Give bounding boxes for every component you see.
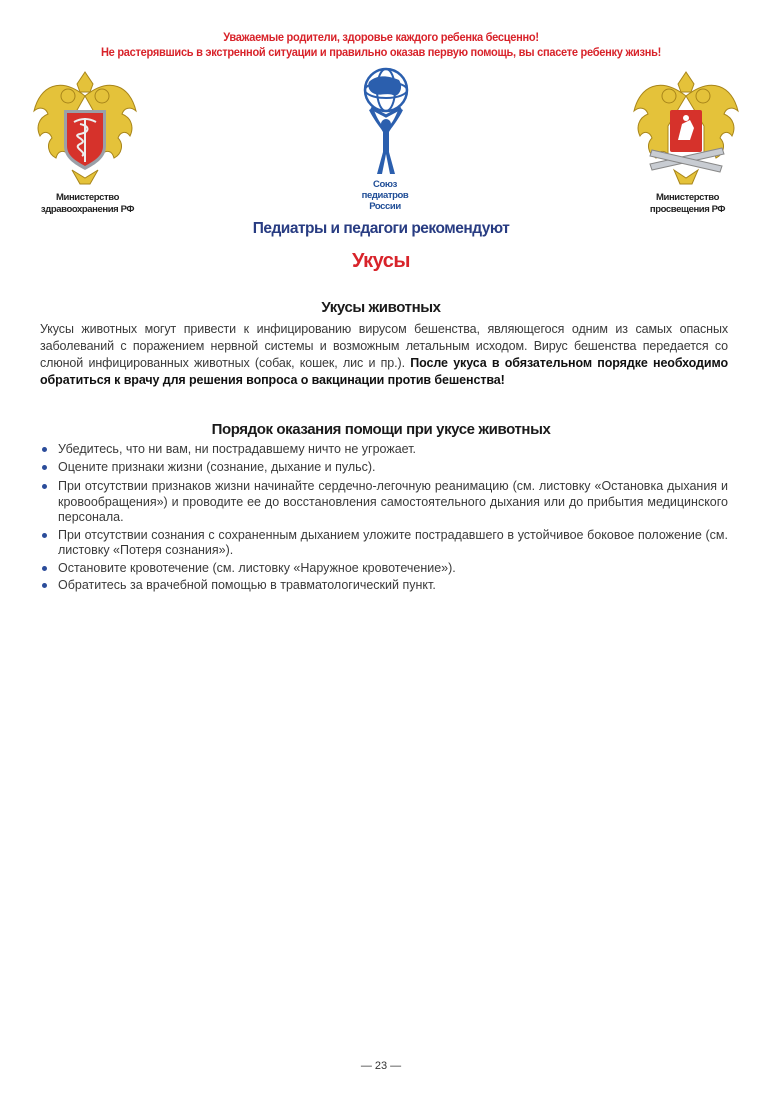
list-item-text: Остановите кровотечение (см. листовку «Наружное кровотечение»). <box>58 560 456 575</box>
list-item <box>40 479 728 526</box>
bullet-icon <box>42 465 47 470</box>
list-item-text: Обратитесь за врачебной помощью в травматологический пункт. <box>58 578 436 592</box>
banner-line-1: Уважаемые родители, здоровье каждого ребенка бесценно! <box>223 30 539 44</box>
bullet-icon <box>42 583 47 588</box>
caption-line: Союз <box>373 179 397 190</box>
caption-line: Министерство <box>55 192 119 203</box>
caption-line: просвещения РФ <box>649 204 726 215</box>
caption-line: России <box>369 201 401 212</box>
list-item <box>40 442 728 458</box>
list-item-text: Оцените признаки жизни (сознание, дыхание и пульс). <box>58 459 376 474</box>
pediatricians-union-logo-icon <box>355 66 417 178</box>
pediatricians-union-caption <box>350 179 420 212</box>
banner-line-2: Не растерявшись в экстренной ситуации и правильно оказав первую помощь, вы спасете ребенку жизнь! <box>100 45 662 59</box>
list-item <box>40 528 728 559</box>
page-subtitle: Педиатры и педагоги рекомендуют <box>252 220 510 237</box>
page-number: — 23 — <box>360 1060 402 1072</box>
animal-bites-paragraph <box>40 321 728 389</box>
bullet-icon <box>42 447 47 452</box>
ministry-education-emblem-icon <box>630 66 742 191</box>
ministry-health-emblem-icon <box>30 66 140 191</box>
first-aid-steps-list <box>40 442 728 596</box>
list-item <box>40 460 728 476</box>
section-heading-first-aid-steps: Порядок оказания помощи при укусе животных <box>211 421 551 438</box>
section-heading-animal-bites: Укусы животных <box>321 299 441 316</box>
list-item <box>40 578 728 594</box>
page-title: Укусы <box>351 250 411 272</box>
list-item-text: При отсутствии признаков жизни начинайте сердечно-легочную реанимацию (см. листовку «Остановка дыхания и кровообращения») и проводите ее до восстановления самостоятельного дыхания или до прибытия медицинского персонала. <box>58 479 728 524</box>
list-item <box>40 561 728 577</box>
paragraph-text: Укусы животных могут привести к инфицированию вирусом бешенства, являющегося одним из самых опасных заболеваний с поражением нервной системы и возможным летальным исходом. Вирус бешенства передается со слюной инфицированных животных (собак, кошек, лис и пр.). <box>40 322 728 370</box>
caption-line: Министерство <box>655 192 719 203</box>
bullet-icon <box>42 484 47 489</box>
bullet-icon <box>42 566 47 571</box>
list-item-text: Убедитесь, что ни вам, ни пострадавшему ничто не угрожает. <box>58 442 417 456</box>
caption-line: здравоохранения РФ <box>40 204 135 215</box>
ministry-education-caption <box>620 192 755 216</box>
list-item-text: При отсутствии сознания с сохраненным дыханием уложите пострадавшего в устойчивое боковое положение (см. листовку «Потеря сознания»). <box>58 527 728 557</box>
bullet-icon <box>42 533 47 538</box>
caption-line: педиатров <box>361 190 409 201</box>
paragraph-bold-text: После укуса в обязательном порядке необходимо обратиться к врачу для решения вопроса о вакцинации против бешенства! <box>40 356 728 387</box>
ministry-health-caption <box>20 192 155 216</box>
